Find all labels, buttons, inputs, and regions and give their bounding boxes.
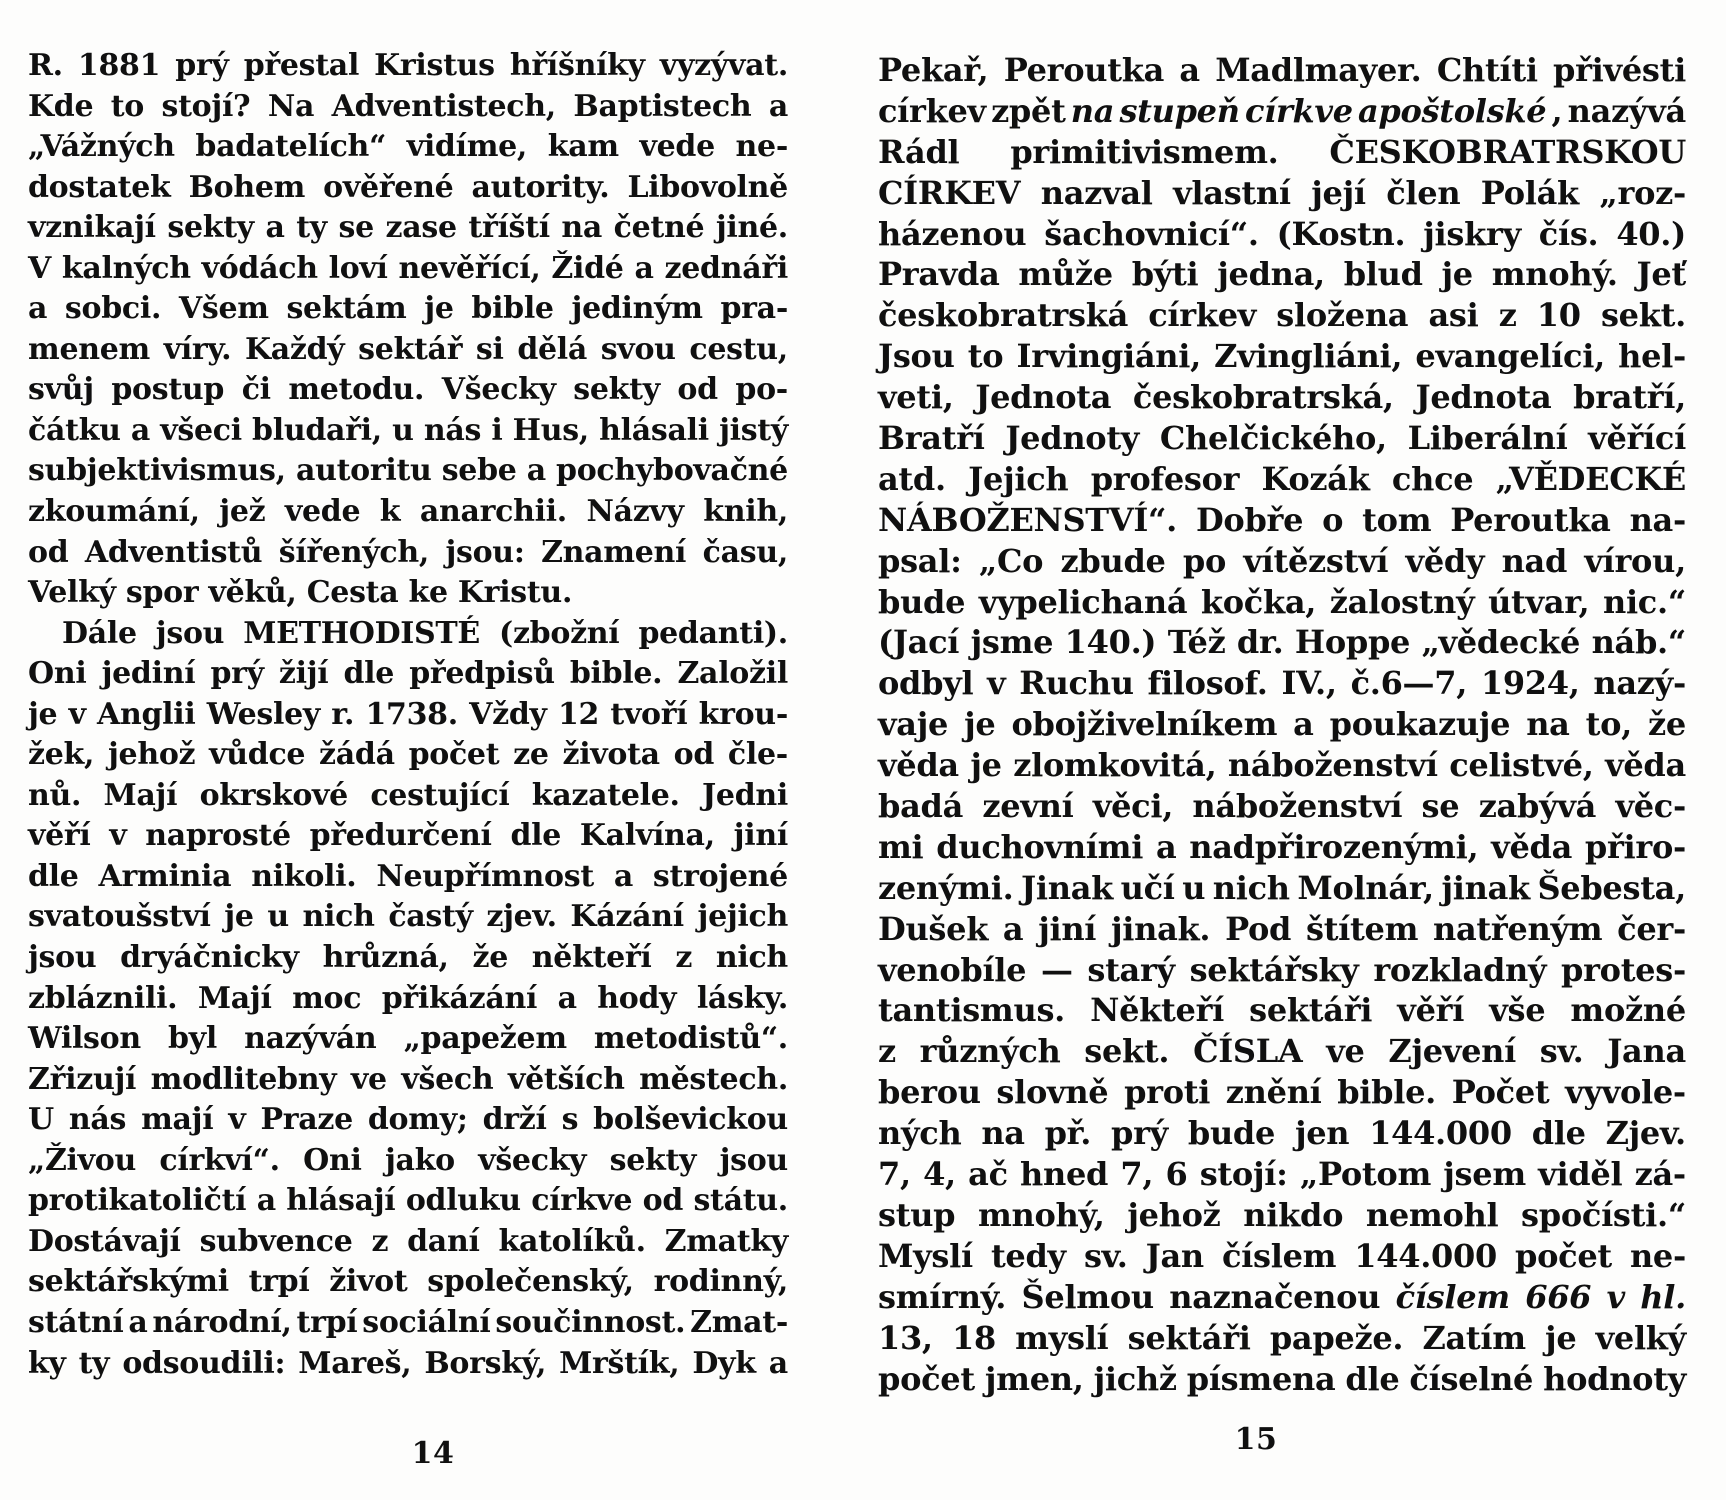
text-line: smírný. Šelmou naznačenou číslem 666 v hl. bbox=[878, 1277, 1686, 1316]
text-line: Kde to stojí? Na Adventistech, Baptistech a bbox=[28, 88, 788, 124]
text-line: svůj postup či metodu. Všecky sekty od po- bbox=[28, 372, 788, 408]
text-line: nů. Mají okrskové cestující kazatele. Jedni bbox=[28, 777, 788, 813]
text-line: „Vážných badatelích“ vidíme, kam vede ne- bbox=[28, 129, 788, 165]
text-line: 13, 18 myslí sektáři papeže. Zatím je velký bbox=[878, 1318, 1686, 1357]
text-line: zbláznili. Mají moc přikázání a hody lásky. bbox=[28, 980, 788, 1016]
text-line: Wilson byl nazýván „papežem metodistů“. bbox=[28, 1021, 788, 1057]
text-line: 7, 4, ač hned 7, 6 stojí: „Potom jsem viděl zá- bbox=[878, 1155, 1686, 1194]
text-line: Oni jediní prý žijí dle předpisů bible. Založil bbox=[28, 656, 788, 692]
text-line: počet jmen, jichž písmena dle číselné hodnoty bbox=[878, 1359, 1686, 1398]
text-line: Dušek a jiní jinak. Pod štítem natřeným čer- bbox=[878, 909, 1686, 948]
text-line: Myslí tedy sv. Jan číslem 144.000 počet ne- bbox=[878, 1236, 1686, 1275]
text-line: dle Arminia nikoli. Neupřímnost a strojené bbox=[28, 858, 788, 894]
text-line: dostatek Bohem ověřené autority. Libovolně bbox=[28, 169, 788, 205]
text-line: subjektivismus, autoritu sebe a pochybovačné bbox=[28, 453, 788, 489]
text-line: ných na př. prý bude jen 144.000 dle Zjev. bbox=[878, 1114, 1686, 1153]
text-line: venobíle — starý sektářsky rozkladný protes- bbox=[878, 950, 1686, 989]
text-line: vznikají sekty a ty se zase tříští na četné jiné. bbox=[28, 210, 788, 246]
page-lines bbox=[878, 50, 1686, 1399]
text-line: Dále jsou METHODISTÉ (zbožní pedanti). bbox=[62, 615, 788, 651]
text-line: zkoumání, jež vede k anarchii. Názvy knih, bbox=[28, 494, 788, 530]
text-line: odbyl v Ruchu filosof. IV., č.6—7, 1924, nazý- bbox=[878, 664, 1686, 703]
text-line: Rádl primitivismem. ČESKOBRATRSKOU bbox=[878, 132, 1686, 171]
text-line: je v Anglii Wesley r. 1738. Vždy 12 tvoří krou- bbox=[28, 696, 788, 732]
text-line: svatoušství je u nich častý zjev. Kázání jejich bbox=[28, 899, 788, 935]
text-line: V kalných vódách loví nevěřící, Židé a zednáři bbox=[28, 250, 788, 286]
text-line: Jsou to Irvingiáni, Zvingliáni, evangelíci, hel- bbox=[878, 337, 1686, 376]
text-line: Velký spor věků, Cesta ke Kristu. bbox=[28, 575, 573, 611]
text-line: státní a národní, trpí sociální součinnost. Zmat- bbox=[28, 1304, 788, 1340]
text-line: vaje je obojživelníkem a poukazuje na to, že bbox=[878, 705, 1686, 744]
text-line: tantismus. Někteří sektáři věří vše možné bbox=[878, 991, 1686, 1030]
page-number-left: 14 bbox=[411, 1436, 455, 1471]
text-line: čátku a všeci bludaři, u nás i Hus, hlásali jistý bbox=[28, 412, 788, 448]
text-line: Pravda může býti jedna, blud je mnohý. Jeť bbox=[878, 255, 1686, 294]
text-line: Pekař, Peroutka a Madlmayer. Chtíti přivésti bbox=[878, 51, 1686, 89]
text-line: atd. Jejich profesor Kozák chce „VĚDECKÉ bbox=[878, 459, 1686, 498]
text-line: CÍRKEV nazval vlastní její člen Polák „roz- bbox=[878, 173, 1686, 212]
text-line: a sobci. Všem sektám je bible jediným pra- bbox=[28, 291, 788, 327]
text-line: protikatoličtí a hlásají odluku církve od státu. bbox=[28, 1183, 788, 1219]
text-line: věda je zlomkovitá, náboženství celistvé, věda bbox=[878, 746, 1686, 785]
text-line: bude vypelichaná kočka, žalostný útvar, nic.“ bbox=[878, 582, 1686, 621]
text-line: „Živou církví“. Oni jako všecky sekty jsou bbox=[28, 1142, 788, 1178]
text-line: zenými. Jinak učí u nich Molnár, jinak Šebesta, bbox=[878, 868, 1686, 907]
page-number-right: 15 bbox=[1234, 1422, 1278, 1457]
text-line: Bratří Jednoty Chelčického, Liberální věřící bbox=[878, 419, 1686, 458]
page-lines bbox=[28, 46, 788, 1384]
text-line: U nás mají v Praze domy; drží s bolševickou bbox=[28, 1102, 788, 1138]
text-line: (Jací jsme 140.) Též dr. Hoppe „vědecké náb.“ bbox=[878, 623, 1686, 662]
page-15 bbox=[878, 50, 1686, 1457]
text-line: badá zevní věci, náboženství se zabývá věc- bbox=[878, 787, 1686, 826]
text-line: menem víry. Každý sektář si dělá svou cestu, bbox=[28, 331, 788, 367]
text-line: žek, jehož vůdce žádá počet ze života od čle- bbox=[28, 737, 788, 773]
page-14 bbox=[28, 46, 788, 1471]
text-line: věří v naprosté předurčení dle Kalvína, jiní bbox=[28, 818, 788, 854]
text-line: R. 1881 prý přestal Kristus hříšníky vyzývat. bbox=[28, 48, 788, 83]
text-line: stup mnohý, jehož nikdo nemohl spočísti.“ bbox=[878, 1195, 1686, 1234]
text-line: házenou šachovnicí“. (Kostn. jiskry čís. 40.) bbox=[878, 214, 1686, 253]
text-line: Zřizují modlitebny ve všech větších městech. bbox=[28, 1061, 788, 1097]
text-line: z různých sekt. ČÍSLA ve Zjevení sv. Jana bbox=[878, 1032, 1686, 1071]
text-line: církev zpět na stupeň církve apoštolské , nazývá bbox=[878, 91, 1686, 130]
text-line: ky ty odsoudili: Mareš, Borský, Mrštík, Dyk a bbox=[28, 1345, 788, 1381]
text-line: Dostávají subvence z daní katolíků. Zmatky bbox=[28, 1223, 788, 1259]
text-line: českobratrská církev složena asi z 10 sekt. bbox=[878, 296, 1686, 335]
text-line: jsou dryáčnicky hrůzná, že někteří z nich bbox=[28, 940, 788, 976]
text-line: sektářskými trpí život společenský, rodinný, bbox=[28, 1264, 788, 1300]
text-line: od Adventistů šířených, jsou: Znamení času, bbox=[28, 534, 788, 570]
text-line: berou slovně proti znění bible. Počet vyvole- bbox=[878, 1073, 1686, 1112]
text-line: NÁBOŽENSTVÍ“. Dobře o tom Peroutka na- bbox=[878, 500, 1686, 539]
text-line: mi duchovními a nadpřirozenými, věda přiro- bbox=[878, 827, 1686, 866]
text-line: veti, Jednota českobratrská, Jednota bratří, bbox=[878, 378, 1686, 417]
text-line: psal: „Co zbude po vítězství vědy nad vírou, bbox=[878, 541, 1686, 580]
